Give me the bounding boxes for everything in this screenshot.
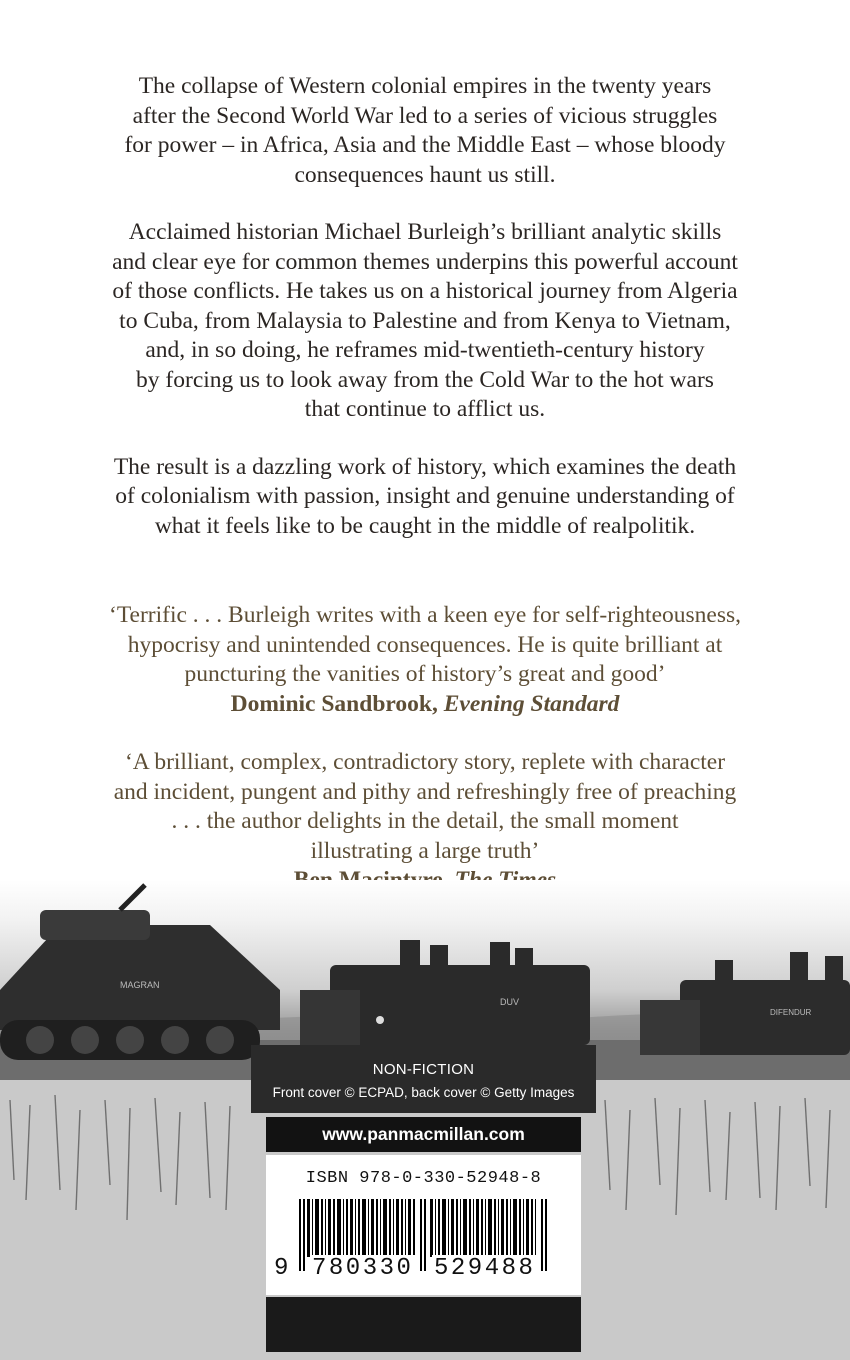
barcode-right-digits: 529488 [434, 1255, 536, 1282]
barcode-left-digits: 780330 [312, 1255, 414, 1282]
barcode-lead-digit: 9 [274, 1255, 289, 1282]
half-track [640, 952, 850, 1055]
publisher-url[interactable]: www.panmacmillan.com [266, 1117, 581, 1152]
isbn-label: ISBN 978-0-330-52948-8 [305, 1169, 542, 1188]
quote-line: ‘Terrific . . . Burleigh writes with a keen eye for self-righteousness, [109, 602, 741, 628]
quote-attribution: Dominic Sandbrook, Evening Standard [230, 690, 620, 717]
blurb-text [40, 72, 810, 569]
genre-label: NON-FICTION [372, 1061, 475, 1078]
review-quote-1 [40, 601, 810, 719]
quote-line: illustrating a large truth’ [310, 837, 540, 864]
svg-text:DIFENDUR: DIFENDUR [770, 1008, 812, 1017]
svg-text:MAGRAN: MAGRAN [120, 980, 160, 990]
barcode-digits [266, 1255, 581, 1285]
blurb-paragraph-1: The collapse of Western colonial empires in the twenty years after the Second World War led to a series of vicious struggles for power – in Africa, Asia and the Middle East – whose bloody consequences haunt us still. [124, 73, 726, 188]
quote-line: ‘A brilliant, complex, contradictory story, replete with character [124, 749, 726, 775]
quote-line: puncturing the vanities of history’s great and good’ [184, 661, 666, 687]
blurb-paragraph-2: Acclaimed historian Michael Burleigh’s brilliant analytic skills and clear eye for common themes underpins this powerful account of those conflicts. He takes us on a historical journey from Algeria to Cuba, from Malaysia to Palestine and from Kenya to Vietnam, and, in so doing, he reframes mid-twentieth-century history by forcing us to look away from the Cold War to the hot wars that continue to afflict us. [112, 219, 738, 422]
quote-line: hypocrisy and unintended consequences. He is quite brilliant at [127, 631, 723, 658]
image-credits: Front cover © ECPAD, back cover © Getty Images [272, 1085, 575, 1100]
svg-text:DUV: DUV [500, 997, 520, 1007]
quote-line: . . . the author delights in the detail, the small moment [171, 808, 679, 834]
blurb-paragraph-3: The result is a dazzling work of history, which examines the death of colonialism with passion, insight and genuine understanding of what it feels like to be caught in the middle of realpolitik. [113, 453, 737, 539]
review-quotes [40, 601, 810, 925]
cover-info-box [251, 1045, 596, 1113]
tank [0, 885, 280, 1060]
isbn-barcode [266, 1155, 581, 1295]
quote-line: and incident, pungent and pithy and refreshingly free of preaching [113, 778, 737, 805]
barcode-footer-bar [266, 1297, 581, 1352]
review-quote-2 [40, 748, 810, 896]
half-track [300, 940, 590, 1045]
